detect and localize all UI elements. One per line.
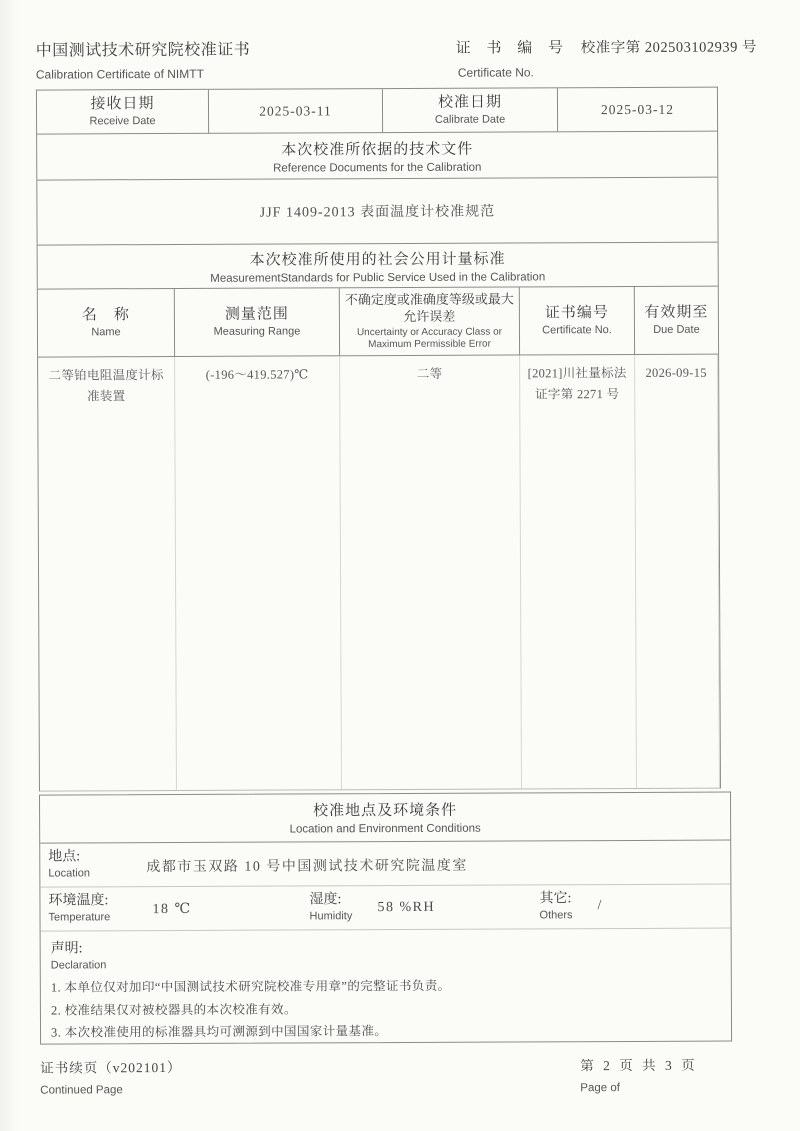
accuracy-class-cell: 二等 — [340, 355, 522, 789]
humidity-label-group — [309, 891, 352, 922]
calibrate-date-value: 2025-03-12 — [600, 101, 675, 117]
column-header-uncertainty-en: Uncertainty or Accuracy Class or Maximum Permissible Error — [356, 326, 503, 350]
standards-data-row — [38, 355, 720, 791]
location-label: 地点: — [48, 849, 81, 865]
column-header-name — [38, 289, 175, 357]
receive-date-label: 接收日期 — [90, 95, 155, 112]
declaration-item: 2. 校准结果仅对被校器具的本次校准有效。 — [50, 1001, 297, 1018]
column-header-duedate-en: Due Date — [653, 323, 700, 337]
calibrate-date-header — [383, 88, 558, 132]
page-title-en: Calibration Certificate of NIMTT — [35, 66, 204, 82]
calibration-info-table — [36, 87, 721, 792]
others-label-group — [539, 890, 572, 921]
humidity-label-en: Humidity — [309, 910, 353, 923]
dates-row — [37, 88, 717, 135]
column-header-range — [175, 288, 340, 356]
temperature-label-en: Temperature — [48, 911, 111, 924]
environment-section-header — [40, 793, 730, 844]
environment-section-title-en: Location and Environment Conditions — [289, 823, 481, 836]
standards-section-header — [38, 243, 718, 290]
reference-section-header — [37, 132, 717, 181]
humidity-value: 58 %RH — [377, 899, 436, 916]
certificate-number-value: 校准字第 202503102939 号 — [580, 39, 758, 57]
column-header-name-zh: 名 称 — [81, 306, 130, 323]
column-header-uncertainty — [340, 287, 520, 355]
column-header-certno — [520, 287, 635, 355]
others-label-en: Others — [539, 909, 573, 922]
receive-date-label-en: Receive Date — [89, 115, 156, 128]
calibrate-date-label-en: Calibrate Date — [434, 113, 506, 127]
column-header-range-zh: 测量范围 — [224, 306, 289, 323]
temperature-label: 环境温度: — [48, 893, 109, 909]
others-label: 其它: — [539, 891, 572, 907]
standards-section-title-en: MeasurementStandards for Public Service Used in the Calibration — [210, 270, 546, 285]
column-header-certno-en: Certificate No. — [542, 324, 612, 337]
column-header-range-en: Measuring Range — [213, 325, 301, 339]
reference-document-value: JJF 1409-2013 表面温度计校准规范 — [259, 204, 496, 221]
reference-section-title-en: Reference Documents for the Calibration — [273, 161, 482, 175]
footer-page-indicator-en: Page of — [580, 1082, 620, 1095]
standards-column-headers — [38, 287, 718, 358]
climate-row — [40, 885, 730, 932]
others-value: / — [597, 898, 603, 914]
declaration-title: 声明: — [50, 941, 83, 957]
certificate-number-label-en: Certificate No. — [457, 65, 534, 80]
measuring-range-cell: (-196～419.527)℃ — [175, 356, 342, 790]
column-header-name-en: Name — [91, 326, 121, 339]
column-header-duedate — [635, 287, 718, 354]
declaration-title-en: Declaration — [50, 959, 107, 972]
column-header-certno-zh: 证书编号 — [544, 304, 609, 321]
environment-section-title: 校准地点及环境条件 — [313, 803, 458, 820]
certificate-number-label: 证 书 编 号 — [455, 40, 570, 57]
location-value: 成都市玉双路 10 号中国测试技术研究院温度室 — [146, 858, 468, 875]
footer-continued-page: 证书续页（v202101） — [40, 1059, 182, 1076]
location-row — [40, 840, 730, 887]
reference-section-title: 本次校准所依据的技术文件 — [281, 141, 474, 159]
location-label-en: Location — [48, 867, 90, 880]
standard-certificate-no-cell: [2021]川社量标法证字第 2271 号 — [520, 355, 637, 788]
declaration-row — [41, 929, 731, 1044]
temperature-label-group — [48, 892, 110, 923]
humidity-label: 湿度: — [309, 892, 342, 908]
location-label-group — [48, 848, 90, 879]
due-date-cell: 2026-09-15 — [635, 355, 720, 788]
certificate-number — [456, 35, 757, 57]
temperature-value: 18 ℃ — [152, 901, 192, 918]
page-title: 中国测试技术研究院校准证书 — [35, 41, 251, 60]
footer-page-indicator: 第 2 页 共 3 页 — [580, 1057, 698, 1074]
declaration-item: 1. 本单位仅对加印“中国测试技术研究院校准专用章”的完整证书负责。 — [50, 979, 451, 995]
receive-date-value: 2025-03-11 — [209, 89, 383, 133]
column-header-uncertainty-zh: 不确定度或准确度等级或最大允许误差 — [344, 291, 514, 324]
receive-date-header — [37, 90, 209, 134]
reference-document-row — [37, 178, 717, 246]
declaration-list — [51, 974, 721, 1044]
environment-section — [39, 792, 732, 1045]
standard-name-cell: 二等铂电阻温度计标准装置 — [38, 357, 177, 791]
declaration-item: 3. 本次校准使用的标准器具均可溯源到中国国家计量基准。 — [51, 1023, 388, 1040]
footer-continued-page-en: Continued Page — [40, 1084, 123, 1097]
calibrate-date-label: 校准日期 — [437, 94, 503, 111]
column-header-duedate-zh: 有效期至 — [644, 304, 709, 321]
standards-section-title: 本次校准所使用的社会公用计量标准 — [249, 251, 506, 269]
